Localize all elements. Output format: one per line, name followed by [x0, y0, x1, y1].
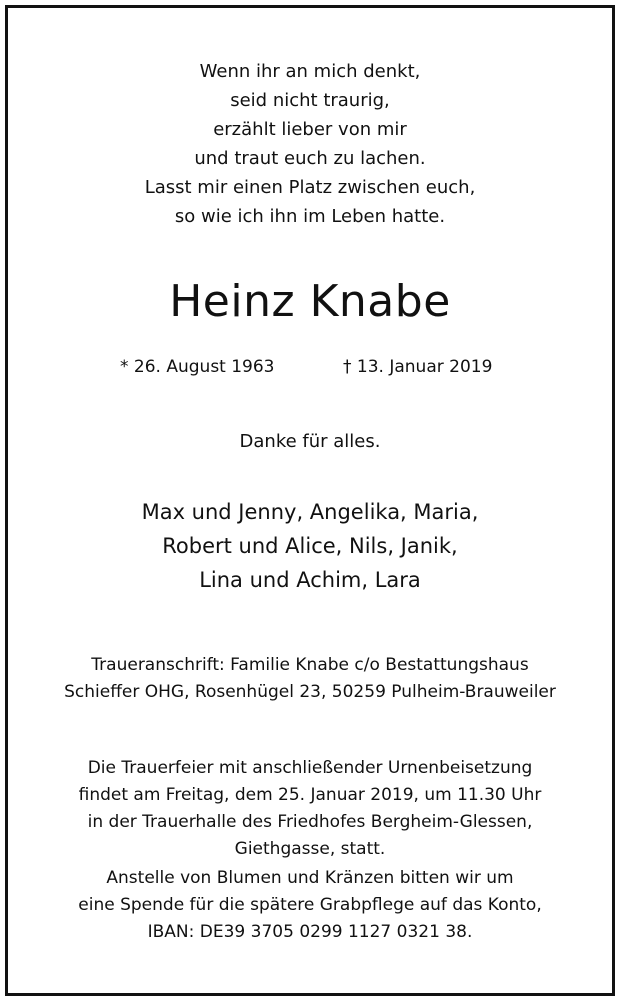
service-line: findet am Freitag, dem 25. Januar 2019, um 11.30 Uhr [78, 785, 542, 805]
service-line: Die Trauerfeier mit anschließender Urnenbeisetzung [87, 758, 533, 778]
family-names [0, 495, 620, 597]
death-date: † 13. Januar 2019 [343, 357, 493, 377]
poem-line: und traut euch zu lachen. [194, 148, 426, 169]
family-line: Robert und Alice, Nils, Janik, [162, 534, 458, 558]
deceased-name: Heinz Knabe [169, 276, 451, 327]
mourning-address [0, 652, 620, 706]
donation-line: eine Spende für die spätere Grabpflege auf das Konto, [78, 895, 542, 915]
poem-line: Wenn ihr an mich denkt, [199, 61, 421, 82]
family-line: Max und Jenny, Angelika, Maria, [141, 500, 479, 524]
poem-line: erzählt lieber von mir [213, 119, 407, 140]
donation-line: Anstelle von Blumen und Kränzen bitten wir um [106, 868, 514, 888]
donation-line: IBAN: DE39 3705 0299 1127 0321 38. [147, 922, 473, 942]
family-line: Lina und Achim, Lara [199, 568, 421, 592]
donation-request [0, 865, 620, 946]
service-line: Giethgasse, statt. [234, 839, 386, 859]
poem-line: seid nicht traurig, [230, 90, 390, 111]
poem [0, 57, 620, 231]
service-line: in der Trauerhalle des Friedhofes Bergheim-Glessen, [87, 812, 533, 832]
address-line: Schieffer OHG, Rosenhügel 23, 50259 Pulheim-Brauweiler [64, 682, 556, 702]
thanks-text: Danke für alles. [239, 431, 381, 452]
birth-date: * 26. August 1963 [120, 357, 275, 377]
address-line: Traueranschrift: Familie Knabe c/o Bestattungshaus [91, 655, 529, 675]
poem-line: Lasst mir einen Platz zwischen euch, [144, 177, 476, 198]
funeral-service-info [0, 755, 620, 863]
poem-line: so wie ich ihn im Leben hatte. [174, 206, 446, 227]
